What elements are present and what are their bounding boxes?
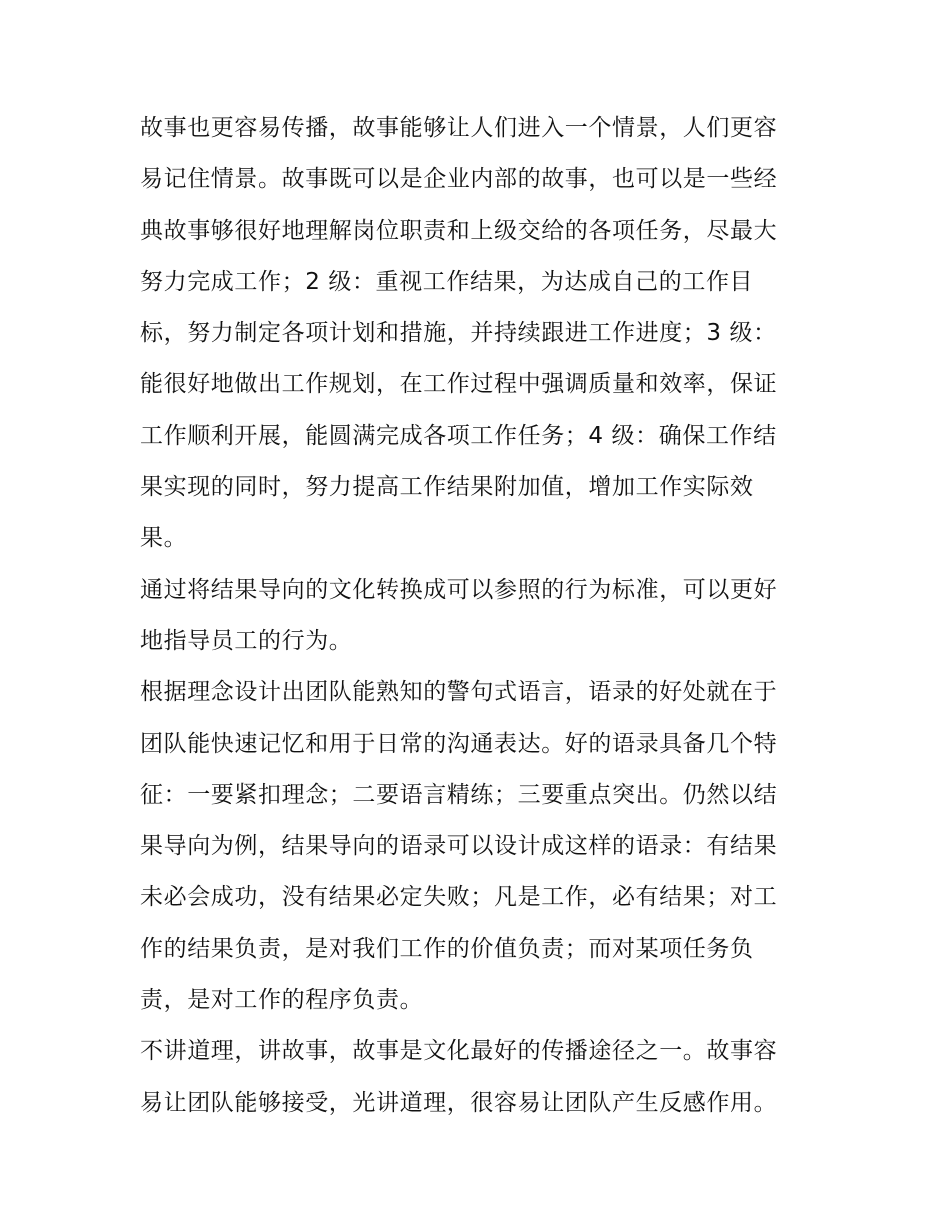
text-line: 作的结果负责，是对我们工作的价值负责；而对某项任务负 bbox=[140, 935, 754, 962]
text-line: 果实现的同时，努力提高工作结果附加值，增加工作实际效 bbox=[140, 474, 754, 501]
text-line: 工作顺利开展，能圆满完成各项工作任务；4 级：确保工作结 bbox=[140, 422, 777, 449]
text-line: 通过将结果导向的文化转换成可以参照的行为标准，可以更好 bbox=[140, 576, 778, 603]
text-line: 团队能快速记忆和用于日常的沟通表达。好的语录具备几个特 bbox=[140, 730, 778, 757]
text-line: 努力完成工作；2 级：重视工作结果，为达成自己的工作目 bbox=[140, 268, 754, 295]
text-line: 地指导员工的行为。 bbox=[140, 627, 353, 654]
text-line: 根据理念设计出团队能熟知的警句式语言，语录的好处就在于 bbox=[140, 679, 778, 706]
text-line: 标，努力制定各项计划和措施，并持续跟进工作进度；3 级： bbox=[140, 320, 777, 347]
body-text bbox=[140, 103, 820, 1129]
text-line: 果。 bbox=[140, 525, 188, 552]
text-line: 易让团队能够接受，光讲道理，很容易让团队产生反感作用。 bbox=[140, 1089, 778, 1116]
text-line: 征：一要紧扣理念；二要语言精练；三要重点突出。仍然以结 bbox=[140, 781, 778, 808]
text-line: 果导向为例，结果导向的语录可以设计成这样的语录：有结果 bbox=[140, 833, 778, 860]
text-line: 故事也更容易传播，故事能够让人们进入一个情景，人们更容 bbox=[140, 115, 778, 141]
text-line: 未必会成功，没有结果必定失败；凡是工作，必有结果；对工 bbox=[140, 884, 778, 911]
text-line: 易记住情景。故事既可以是企业内部的故事，也可以是一些经 bbox=[140, 166, 778, 193]
text-line: 责，是对工作的程序负责。 bbox=[140, 987, 424, 1014]
text-line: 能很好地做出工作规划，在工作过程中强调质量和效率，保证 bbox=[140, 371, 778, 398]
text-line: 不讲道理，讲故事，故事是文化最好的传播途径之一。故事容 bbox=[140, 1038, 778, 1065]
text-line: 典故事够很好地理解岗位职责和上级交给的各项任务，尽最大 bbox=[140, 217, 778, 244]
